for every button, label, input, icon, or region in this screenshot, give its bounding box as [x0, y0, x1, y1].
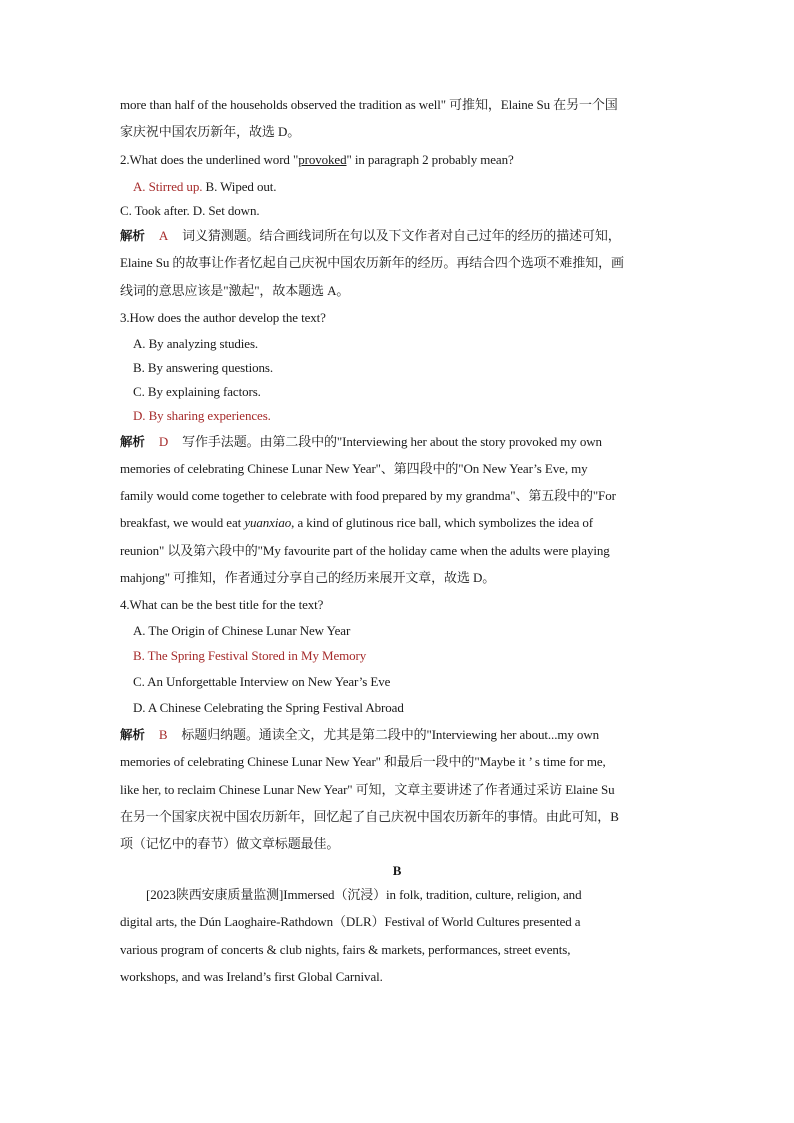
option-item: [133, 623, 693, 639]
text-line: 3.How does the author develop the text?: [120, 310, 326, 325]
text-line: family would come together to celebrate with food prepared by my grandma"、第五段中的"For: [120, 488, 616, 503]
analysis-line: [120, 228, 680, 244]
option-item: [133, 179, 693, 195]
text-line: mahjong" 可推知，作者通过分享自己的经历来展开文章，故选 D。: [120, 570, 496, 585]
text-line: various program of concerts & club nights, fairs & markets, performances, street events,: [120, 942, 571, 957]
text-line: memories of celebrating Chinese Lunar New Year" 和最后一段中的"Maybe it ’ s time for me,: [120, 754, 606, 769]
analysis-answer: A: [158, 228, 169, 243]
analysis-label: 解析: [120, 727, 145, 742]
breakfast-line: [120, 515, 680, 531]
analysis-text: 写作手法题。由第二段中的"Interviewing her about the story provoked my own: [182, 434, 602, 449]
text-line: workshops, and was Ireland’s first Global Carnival.: [120, 969, 383, 984]
text-line: 2.What does the underlined word "provoked" in paragraph 2 probably mean?: [120, 152, 514, 167]
breakfast-text-after: , a kind of glutinous rice ball, which symbolizes the idea of: [291, 515, 594, 530]
breakfast-text-before: breakfast, we would eat: [120, 515, 245, 530]
correct-option-text: D. By sharing experiences.: [133, 408, 271, 423]
text-line: 线词的意思应该是"激起"，故本题选 A。: [120, 283, 350, 298]
option-item: [133, 360, 693, 376]
analysis-label: 解析: [120, 228, 145, 243]
text-line: memories of celebrating Chinese Lunar New Year"、第四段中的"On New Year’s Eve, my: [120, 461, 588, 476]
text-line: like her, to reclaim Chinese Lunar New Year" 可知，文章主要讲述了作者通过采访 Elaine Su: [120, 782, 615, 797]
text-line: more than half of the households observed the tradition as well" 可推知，Elaine Su 在另一个国: [120, 97, 618, 112]
analysis-text: 标题归纳题。通读全文，尤其是第二段中的"Interviewing her about...my own: [181, 727, 600, 742]
option-item: [133, 336, 693, 352]
breakfast-italic-word: yuanxiao: [244, 515, 292, 530]
correct-option-text: A. Stirred up.: [133, 179, 203, 194]
text-line: C. Took after. D. Set down.: [120, 203, 260, 218]
analysis-answer: D: [158, 434, 169, 449]
text-line: reunion" 以及第六段中的"My favourite part of the holiday came when the adults were playing: [120, 543, 610, 558]
option-text-rest: B. Wiped out.: [202, 179, 277, 194]
passage-first-line: [2023陕西安康质量监测]Immersed（沉浸）in folk, tradition, culture, religion, and: [146, 887, 582, 902]
section-heading-b: B: [392, 863, 402, 878]
option-text: B. By answering questions.: [133, 360, 274, 375]
text-line: Elaine Su 的故事让作者忆起自己庆祝中国农历新年的经历。再结合四个选项不难推知，画: [120, 255, 624, 270]
option-item: [133, 408, 693, 424]
analysis-line: [120, 727, 680, 743]
option-text: A. By analyzing studies.: [133, 336, 259, 351]
option-item: [133, 700, 693, 716]
option-text: C. An Unforgettable Interview on New Year’s Eve: [133, 674, 391, 689]
text-line: 家庆祝中国农历新年，故选 D。: [120, 124, 301, 139]
option-item: [133, 648, 693, 664]
correct-option-text: B. The Spring Festival Stored in My Memory: [133, 648, 367, 663]
option-item: [133, 384, 693, 400]
text-line: 4.What can be the best title for the text?: [120, 597, 324, 612]
text-line: 项（记忆中的春节）做文章标题最佳。: [120, 836, 340, 851]
analysis-answer: B: [158, 727, 168, 742]
text-line: 在另一个国家庆祝中国农历新年，回忆起了自己庆祝中国农历新年的事情。由此可知，B: [120, 809, 619, 824]
text-line: digital arts, the Dún Laoghaire-Rathdown（DLR）Festival of World Cultures presented a: [120, 914, 581, 929]
option-text: C. By explaining factors.: [133, 384, 261, 399]
option-item: [133, 674, 693, 690]
option-text: A. The Origin of Chinese Lunar New Year: [133, 623, 351, 638]
analysis-label: 解析: [120, 434, 145, 449]
option-text: D. A Chinese Celebrating the Spring Festival Abroad: [133, 700, 404, 715]
analysis-line: [120, 434, 680, 450]
underlined-word: provoked: [298, 152, 347, 167]
analysis-text: 词义猜测题。结合画线词所在句以及下文作者对自己过年的经历的描述可知，: [182, 228, 621, 243]
